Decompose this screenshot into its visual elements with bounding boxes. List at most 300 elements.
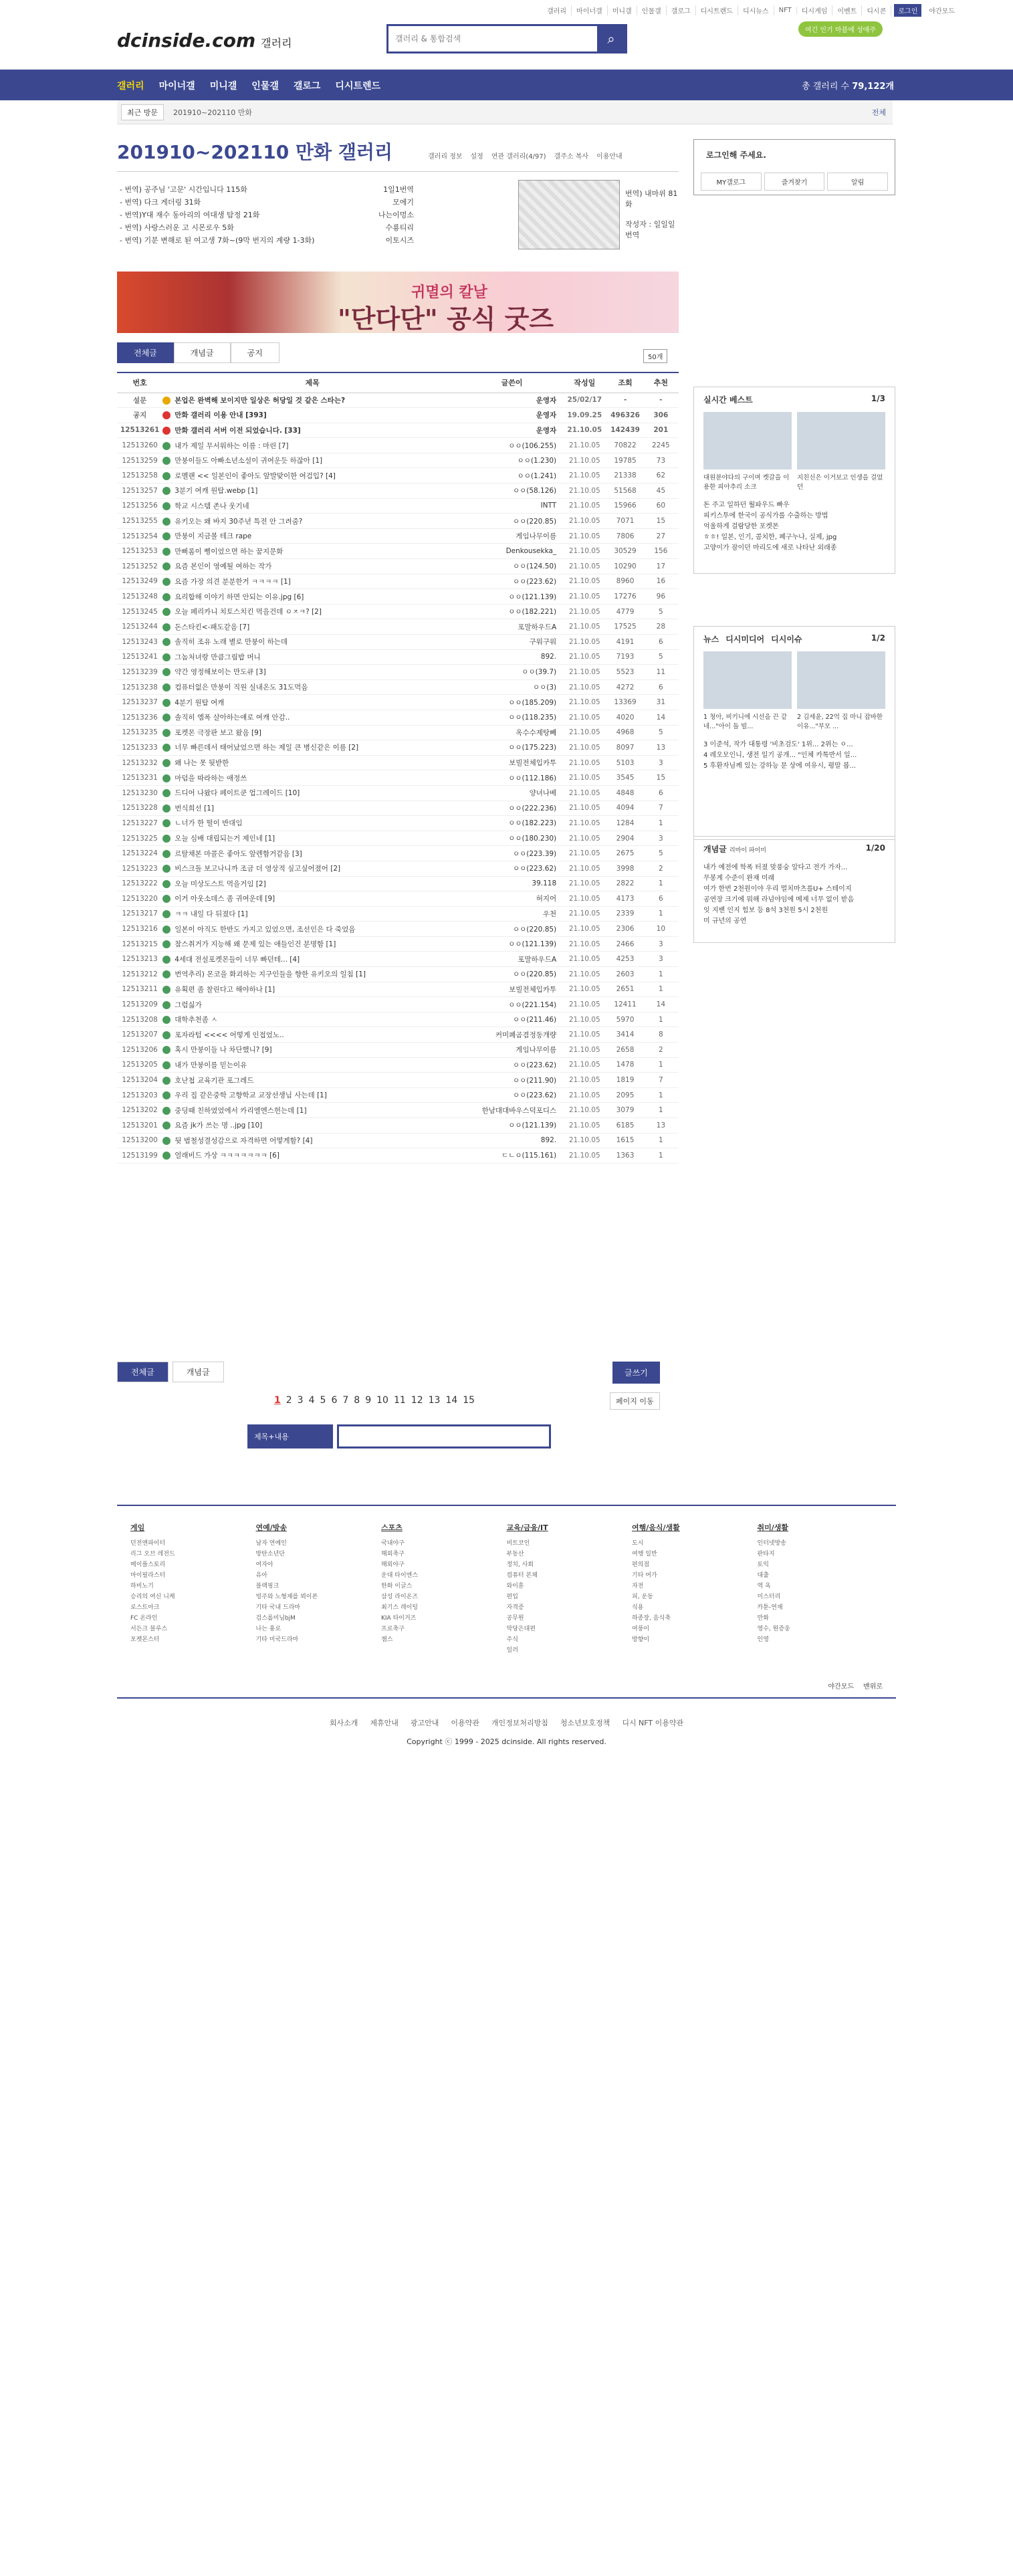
top-link[interactable]: 이벤트 bbox=[832, 5, 862, 15]
post-title[interactable]: 포켓몬 극장판 보고 왔음 [9] bbox=[175, 728, 261, 737]
post-title[interactable]: ㄴ너가 한 떨이 반대임 bbox=[175, 819, 243, 828]
cell-writer[interactable]: 양녀나베 bbox=[462, 785, 562, 800]
post-title[interactable]: 유키오는 왜 바지 30주년 특전 안 그려줌? bbox=[175, 517, 303, 526]
cell-writer[interactable]: ㅇㅇ(223.62) bbox=[462, 1087, 562, 1103]
nav-item[interactable]: 갤러리 bbox=[117, 81, 144, 92]
cell-writer[interactable]: ㅇㅇ(220.85) bbox=[462, 514, 562, 529]
cell-subj[interactable] bbox=[162, 997, 462, 1012]
table-row[interactable] bbox=[117, 982, 679, 997]
cell-subj[interactable] bbox=[162, 619, 462, 635]
cell-subj[interactable] bbox=[162, 1057, 462, 1073]
cell-writer[interactable]: 보빌전체입카투 bbox=[462, 982, 562, 997]
page-link[interactable]: 8 bbox=[354, 1395, 360, 1406]
post-title[interactable]: 혹시 만붕이들 나 차단했니? [9] bbox=[175, 1046, 272, 1055]
footer-link[interactable]: 도시 bbox=[632, 1540, 644, 1547]
cell-subj[interactable] bbox=[162, 695, 462, 710]
news-tab[interactable]: 뉴스 bbox=[703, 635, 719, 644]
footer-link[interactable]: 여풍이 bbox=[632, 1626, 650, 1632]
cell-writer[interactable]: ㅇㅇ(106.255) bbox=[462, 438, 562, 453]
recent-all[interactable]: 전체 bbox=[871, 108, 886, 117]
promo-badge[interactable]: 여긴 인기 마블에 성애주 bbox=[798, 21, 883, 37]
table-row[interactable] bbox=[117, 997, 679, 1012]
cell-writer[interactable]: ㅇㅇ(211.90) bbox=[462, 1073, 562, 1088]
footer-link[interactable]: 미스터리 bbox=[757, 1594, 781, 1600]
bottom-tab[interactable]: 개념글 bbox=[173, 1362, 224, 1382]
post-title[interactable]: 요즘 본인이 영예될 여하는 작가 bbox=[175, 562, 272, 571]
post-title[interactable]: 우리 집 같은중학 고향학교 교장선생님 사는데 [1] bbox=[175, 1091, 327, 1100]
gallery-tool[interactable]: 갤주소 복사 bbox=[554, 153, 589, 160]
cell-writer[interactable]: Denkousekka_ bbox=[462, 544, 562, 559]
footer-link[interactable]: 카툰-연재 bbox=[757, 1604, 783, 1611]
page-link[interactable]: 10 bbox=[376, 1395, 388, 1406]
cell-subj[interactable] bbox=[162, 393, 462, 408]
post-title[interactable]: ㅋㅋ 내일 다 뒤졌다 [1] bbox=[175, 909, 248, 918]
cell-writer[interactable]: 우천 bbox=[462, 906, 562, 922]
cell-subj[interactable] bbox=[162, 649, 462, 665]
cell-writer[interactable]: ㅇㅇ(112.186) bbox=[462, 770, 562, 786]
footer-link[interactable]: 운대 타이엔스 bbox=[381, 1572, 419, 1579]
post-title[interactable]: 드디어 나왔다 페이트쿤 업그레이드 [10] bbox=[175, 789, 300, 798]
post-title[interactable]: 오늘 페리카니 치토스치킨 먹을건데 ㅇㅈㅋ? [2] bbox=[175, 608, 322, 617]
cell-subj[interactable] bbox=[162, 1118, 462, 1134]
footer-link[interactable]: 대출 bbox=[757, 1572, 769, 1579]
table-row[interactable] bbox=[117, 1103, 679, 1118]
footer-link[interactable]: 인영 bbox=[757, 1636, 769, 1643]
footer-link[interactable]: 프로축구 bbox=[381, 1626, 405, 1632]
post-title[interactable]: 얼래비드 가상 ㅋㅋㅋㅋㅋㅋㅋ [6] bbox=[175, 1152, 279, 1160]
search-input[interactable] bbox=[388, 26, 597, 51]
table-row[interactable] bbox=[117, 1133, 679, 1148]
cell-writer[interactable]: 운영자 bbox=[462, 408, 562, 423]
table-row[interactable] bbox=[117, 574, 679, 589]
cell-writer[interactable]: 892. bbox=[462, 649, 562, 665]
footer-link[interactable]: 피, 운동 bbox=[632, 1594, 653, 1600]
post-title[interactable]: 포자라텀 <<<< 어떻게 인접었노.. bbox=[175, 1031, 284, 1039]
table-row[interactable] bbox=[117, 604, 679, 619]
nav-item[interactable]: 인물갤 bbox=[251, 81, 279, 92]
cell-writer[interactable]: ㅇㅇ(222.236) bbox=[462, 800, 562, 816]
list-item[interactable]: 5 후환자님께 있는 강하능 문 상에 여유시, 평말 봅... bbox=[703, 762, 857, 770]
cell-writer[interactable]: 한남대대바우스덕포디스 bbox=[462, 1103, 562, 1118]
cell-subj[interactable] bbox=[162, 861, 462, 876]
footer-link[interactable]: 인터넷방송 bbox=[757, 1540, 786, 1547]
post-title[interactable]: 마덤을 따라하는 애정쓰 bbox=[175, 774, 247, 782]
table-row[interactable] bbox=[117, 484, 679, 499]
cell-writer[interactable]: ㅇㅇ(223.62) bbox=[462, 574, 562, 589]
login-title[interactable]: 로그인해 주세요. bbox=[706, 150, 766, 160]
cell-subj[interactable] bbox=[162, 740, 462, 756]
copyright-link[interactable]: 이용약관 bbox=[451, 1719, 479, 1727]
cell-writer[interactable]: ㄷㄴㅇ(115.161) bbox=[462, 1148, 562, 1164]
list-item[interactable]: 여가 한번 2천원이야 우리 멀치마츠를U+ 스테이지 bbox=[703, 885, 852, 893]
table-row[interactable] bbox=[117, 1027, 679, 1043]
cell-subj[interactable] bbox=[162, 665, 462, 680]
search-type-select[interactable]: 제목+내용 bbox=[247, 1424, 333, 1448]
table-row[interactable] bbox=[117, 800, 679, 816]
footer-column-title[interactable]: 여행/음식/생활 bbox=[632, 1523, 680, 1532]
table-row[interactable] bbox=[117, 619, 679, 635]
cell-subj[interactable] bbox=[162, 1087, 462, 1103]
cell-subj[interactable] bbox=[162, 514, 462, 529]
cell-subj[interactable] bbox=[162, 725, 462, 740]
footer-link[interactable]: 방향이 bbox=[632, 1636, 650, 1643]
post-title[interactable]: 그럼싫가 bbox=[175, 1000, 202, 1009]
table-row[interactable] bbox=[117, 725, 679, 740]
cell-subj[interactable] bbox=[162, 453, 462, 468]
footer-link[interactable]: 방탄소년단 bbox=[255, 1551, 285, 1558]
thumb-caption[interactable]: 2 김세윤, 22억 집 마니 잡바한 이유..."부모 ... bbox=[797, 714, 883, 730]
cell-writer[interactable]: ㅇㅇ(1.230) bbox=[462, 453, 562, 468]
post-title[interactable]: 본업은 완벽해 보이지만 일상은 허당일 것 같은 스타는? bbox=[175, 396, 346, 405]
footer-link[interactable]: 남자 연예인 bbox=[255, 1540, 287, 1547]
top-link[interactable]: 마이너갤 bbox=[572, 5, 608, 15]
list-item[interactable]: 억울하게 걸람당한 포켓몬 bbox=[703, 523, 779, 530]
ad-banner[interactable] bbox=[117, 272, 679, 333]
post-title[interactable]: 솔직히 엠폭 살아하는얘로 여캐 안감.. bbox=[175, 714, 290, 722]
cell-writer[interactable]: 게임나무이름 bbox=[462, 1043, 562, 1058]
footer-link[interactable]: 유아 bbox=[255, 1572, 267, 1579]
gallery-tool[interactable]: 갤러리 정보 bbox=[428, 153, 463, 160]
cell-writer[interactable]: ㅇㅇ(223.62) bbox=[462, 1057, 562, 1073]
cell-subj[interactable] bbox=[162, 831, 462, 846]
footer-link[interactable]: 영수, 원증웅 bbox=[757, 1626, 790, 1632]
thumb-caption[interactable]: 1 청아, 비키니에 시선을 끈 같네..."아이 돌 빌... bbox=[703, 714, 788, 730]
footer-link[interactable]: 막당은대편 bbox=[506, 1626, 536, 1632]
gallery-tool[interactable]: 이용안내 bbox=[596, 153, 623, 160]
post-title[interactable]: 요리합해 이야기 하면 안되는 이유.jpg [6] bbox=[175, 593, 304, 601]
list-item[interactable]: ㅎㅎ! 일본, 인기, 콤치한, 폐구누나, 실제, jpg bbox=[703, 534, 837, 541]
cell-subj[interactable] bbox=[162, 559, 462, 574]
cell-writer[interactable]: ㅇㅇ(121.139) bbox=[462, 589, 562, 605]
news-tab[interactable]: 디시이슈 bbox=[771, 635, 802, 644]
table-row[interactable] bbox=[117, 1148, 679, 1164]
night-mode-toggle[interactable]: 야간모드 bbox=[929, 8, 955, 15]
top-link[interactable]: 갤로그 bbox=[667, 5, 696, 15]
table-row[interactable] bbox=[117, 816, 679, 831]
page-link[interactable]: 2 bbox=[286, 1395, 292, 1406]
cell-writer[interactable]: ㅇㅇ(1.241) bbox=[462, 468, 562, 484]
footer-link[interactable]: 편의점 bbox=[632, 1562, 650, 1568]
footer-link[interactable]: 자격증 bbox=[506, 1604, 524, 1611]
list-item[interactable]: 피키스투에 한국이 공식가를 수출하는 방법 bbox=[703, 512, 828, 520]
table-row[interactable] bbox=[117, 408, 679, 423]
cell-subj[interactable] bbox=[162, 952, 462, 967]
cell-subj[interactable] bbox=[162, 408, 462, 423]
page-link[interactable]: 5 bbox=[320, 1395, 326, 1406]
table-row[interactable] bbox=[117, 967, 679, 982]
post-title[interactable]: 오늘 미상도스트 먹을거임 [2] bbox=[175, 879, 266, 888]
footer-link[interactable]: 하비노기 bbox=[130, 1583, 154, 1590]
page-link[interactable]: 11 bbox=[393, 1395, 406, 1406]
footer-column-title[interactable]: 취미/생활 bbox=[757, 1523, 789, 1532]
cell-subj[interactable] bbox=[162, 755, 462, 770]
post-title[interactable]: 4세대 전설포켓몬들이 너무 빠던테... [4] bbox=[175, 955, 300, 964]
info-item[interactable] bbox=[120, 209, 414, 222]
copyright-link[interactable]: 디시 NFT 이용약관 bbox=[622, 1719, 684, 1727]
search-button[interactable] bbox=[597, 26, 625, 51]
thumb-card[interactable] bbox=[797, 412, 885, 492]
cell-writer[interactable]: ㅇㅇ(121.139) bbox=[462, 1118, 562, 1134]
footer-column-title[interactable]: 연예/방송 bbox=[255, 1523, 288, 1532]
footer-link[interactable]: 블랙핑크 bbox=[255, 1583, 279, 1590]
thumb-image[interactable] bbox=[797, 651, 885, 709]
best-page[interactable]: 1/3 bbox=[871, 394, 885, 403]
footer-link[interactable]: 메이플스토리 bbox=[130, 1562, 166, 1568]
post-title[interactable]: 그놈처녀랑 만큼그림밥 머니 bbox=[175, 653, 261, 661]
top-link[interactable]: 갤러리 bbox=[542, 5, 572, 15]
cell-subj[interactable] bbox=[162, 922, 462, 937]
nav-item[interactable]: 마이너갤 bbox=[158, 81, 195, 92]
footer-link[interactable]: 기타 국내 드라마 bbox=[255, 1604, 301, 1611]
post-title[interactable]: 대학추천좀 ㅅ bbox=[175, 1016, 218, 1025]
cell-subj[interactable] bbox=[162, 1148, 462, 1164]
footer-link[interactable]: 검스롭미님bjM bbox=[255, 1615, 296, 1622]
nav-item[interactable]: 미니갤 bbox=[209, 81, 237, 92]
table-row[interactable] bbox=[117, 649, 679, 665]
cell-writer[interactable]: ㅇㅇ(211.46) bbox=[462, 1012, 562, 1027]
thumb-card[interactable] bbox=[703, 412, 792, 492]
info-item[interactable] bbox=[120, 197, 414, 209]
cell-writer[interactable]: ㅇㅇ(121.139) bbox=[462, 936, 562, 952]
cell-subj[interactable] bbox=[162, 770, 462, 786]
news-tab[interactable]: 디시미디어 bbox=[725, 635, 765, 644]
concept-page[interactable]: 1/20 bbox=[865, 843, 885, 853]
cell-writer[interactable]: 892. bbox=[462, 1133, 562, 1148]
table-row[interactable] bbox=[117, 1043, 679, 1058]
footer-link[interactable]: 비트코인 bbox=[506, 1540, 530, 1547]
table-row[interactable] bbox=[117, 559, 679, 574]
cell-subj[interactable] bbox=[162, 906, 462, 922]
footer-link[interactable]: 나는 횽로 bbox=[255, 1626, 282, 1632]
nav-item[interactable]: 갤로그 bbox=[293, 81, 321, 92]
cell-subj[interactable] bbox=[162, 710, 462, 725]
table-row[interactable] bbox=[117, 785, 679, 800]
post-title[interactable]: 4분기 원탑 여캐 bbox=[175, 698, 225, 707]
table-row[interactable] bbox=[117, 438, 679, 453]
footer-link[interactable]: 기타 미국드라마 bbox=[255, 1636, 299, 1643]
login-button[interactable]: 로그인 bbox=[894, 4, 921, 17]
cell-writer[interactable]: 운영자 bbox=[462, 423, 562, 438]
footer-link[interactable]: 로스트아크 bbox=[130, 1604, 160, 1611]
footer-link[interactable]: 공무원 bbox=[506, 1615, 524, 1622]
post-title[interactable]: 요즘 가장 의견 분분한거 ㅋㅋㅋㅋ [1] bbox=[175, 577, 291, 586]
footer-link[interactable]: 만화 bbox=[757, 1615, 769, 1622]
cell-subj[interactable] bbox=[162, 423, 462, 438]
cell-subj[interactable] bbox=[162, 528, 462, 544]
gallery-tool[interactable]: 연관 갤러리(4/97) bbox=[491, 153, 546, 160]
cell-writer[interactable]: 게임나무이름 bbox=[462, 528, 562, 544]
table-row[interactable] bbox=[117, 710, 679, 725]
footer-link[interactable]: 해외야구 bbox=[381, 1562, 405, 1568]
thumb-image[interactable] bbox=[703, 412, 792, 469]
page-link[interactable]: 15 bbox=[463, 1395, 475, 1406]
footer-link[interactable]: 하종장, 음식축 bbox=[632, 1615, 671, 1622]
post-title[interactable]: 번역추리) 몬코을 화괴하는 지구인들을 향한 유키오의 일침 [1] bbox=[175, 970, 366, 979]
thumb-card[interactable] bbox=[797, 651, 885, 732]
post-title[interactable]: 만붕이 지금볼 테크 rape bbox=[175, 532, 252, 541]
cell-writer[interactable]: ㅇㅇ(220.85) bbox=[462, 922, 562, 937]
copyright-link[interactable]: 제휴안내 bbox=[370, 1719, 399, 1727]
post-title[interactable]: 번식희선 [1] bbox=[175, 804, 215, 813]
page-link[interactable]: 3 bbox=[297, 1395, 304, 1406]
tab-0[interactable]: 전체글 bbox=[117, 342, 174, 363]
cell-subj[interactable] bbox=[162, 635, 462, 650]
footer-bottom-link[interactable]: 맨위로 bbox=[863, 1683, 883, 1691]
page-link[interactable]: 13 bbox=[428, 1395, 441, 1406]
table-row[interactable] bbox=[117, 514, 679, 529]
cell-writer[interactable]: 보빌전체입카투 bbox=[462, 755, 562, 770]
cell-subj[interactable] bbox=[162, 498, 462, 514]
table-row[interactable] bbox=[117, 846, 679, 861]
copyright-link[interactable]: 회사소개 bbox=[329, 1719, 358, 1727]
info-item[interactable] bbox=[120, 184, 414, 197]
cell-writer[interactable]: ㅇㅇ(180.230) bbox=[462, 831, 562, 846]
table-row[interactable] bbox=[117, 393, 679, 408]
table-row[interactable] bbox=[117, 665, 679, 680]
post-title[interactable]: 내가 제일 무서워하는 이름 : 마린 [7] bbox=[175, 441, 289, 450]
post-title[interactable]: 르탈채본 마콜은 좋아도 앞렌함거같음 [3] bbox=[175, 849, 302, 858]
list-item[interactable]: 4 레오모인니, 생전 일기 공개... "인체 카톡반서 일... bbox=[703, 752, 857, 759]
footer-link[interactable]: 한화 이글스 bbox=[381, 1583, 413, 1590]
cell-subj[interactable] bbox=[162, 891, 462, 907]
info-item[interactable] bbox=[120, 235, 414, 247]
cell-writer[interactable]: ㅇㅇ(118.235) bbox=[462, 710, 562, 725]
login-side-button[interactable]: 알림 bbox=[827, 173, 888, 191]
footer-link[interactable]: 와이훈 bbox=[506, 1583, 524, 1590]
thumb-image[interactable] bbox=[703, 651, 792, 709]
cell-subj[interactable] bbox=[162, 936, 462, 952]
post-title[interactable]: 너무 빠른데서 태어났었으면 하는 제일 큰 병신같은 이름 [2] bbox=[175, 744, 359, 752]
cell-subj[interactable] bbox=[162, 785, 462, 800]
cell-subj[interactable] bbox=[162, 438, 462, 453]
list-item[interactable]: 무봉계 수준이 완쟤 미래 bbox=[703, 875, 775, 882]
footer-link[interactable]: 주식 bbox=[506, 1636, 518, 1643]
footer-column-title[interactable]: 스포츠 bbox=[381, 1523, 403, 1532]
cell-writer[interactable]: ㅇㅇ(223.62) bbox=[462, 861, 562, 876]
copyright-link[interactable]: 광고안내 bbox=[410, 1719, 439, 1727]
list-item[interactable]: 잇 지밴 인지 힘보 등 8석 3천원 5시 2천원 bbox=[703, 907, 828, 914]
top-link[interactable]: 디시트렌드 bbox=[696, 5, 738, 15]
post-title[interactable]: 솔직히 조유 노래 별로 만붕이 하는데 bbox=[175, 638, 288, 647]
table-row[interactable] bbox=[117, 1012, 679, 1027]
table-row[interactable] bbox=[117, 861, 679, 876]
footer-link[interactable]: 최기스 레이팅 bbox=[381, 1604, 419, 1611]
footer-link[interactable]: 토익 bbox=[757, 1562, 769, 1568]
cell-writer[interactable]: ㅇㅇ(175.223) bbox=[462, 740, 562, 756]
footer-link[interactable]: 해외축구 bbox=[381, 1551, 405, 1558]
cell-writer[interactable]: 포말하우드A bbox=[462, 952, 562, 967]
cell-writer[interactable]: 허지어 bbox=[462, 891, 562, 907]
post-title[interactable]: 참스취거가 지능해 왜 문제 있는 애들인건 분명함 [1] bbox=[175, 940, 336, 949]
bottom-search-input[interactable] bbox=[337, 1424, 551, 1448]
cell-writer[interactable]: ㅇㅇ(182.221) bbox=[462, 604, 562, 619]
post-title[interactable]: 로멜랜 << 일본인이 좋아도 앞발맞이한 여검입? [4] bbox=[175, 471, 336, 480]
cell-writer[interactable]: 구워구워 bbox=[462, 635, 562, 650]
comic-thumbnail[interactable] bbox=[518, 180, 620, 249]
cell-writer[interactable]: ㅇㅇ(220.85) bbox=[462, 967, 562, 982]
top-link[interactable]: 미니갤 bbox=[608, 5, 637, 15]
post-title[interactable]: 유획편 좀 찰린다고 해야하나 [1] bbox=[175, 985, 275, 994]
recent-path[interactable]: 201910~202110 만화 bbox=[173, 108, 252, 117]
post-title[interactable]: 돈스타킨<-패도같음 [7] bbox=[175, 623, 250, 631]
footer-column-title[interactable]: 게임 bbox=[130, 1523, 145, 1532]
page-link[interactable]: 7 bbox=[342, 1395, 349, 1406]
list-item[interactable]: 고양이가 잠이던 마리도에 새로 나타난 외래종 bbox=[703, 544, 837, 552]
footer-link[interactable]: 부동산 bbox=[506, 1551, 524, 1558]
table-row[interactable] bbox=[117, 952, 679, 967]
recent-label[interactable]: 최근 방문 bbox=[121, 104, 164, 120]
cell-subj[interactable] bbox=[162, 679, 462, 695]
cell-subj[interactable] bbox=[162, 1073, 462, 1088]
footer-link[interactable]: 정치, 사회 bbox=[506, 1562, 534, 1568]
page-link[interactable]: 4 bbox=[308, 1395, 315, 1406]
cell-subj[interactable] bbox=[162, 1012, 462, 1027]
cell-writer[interactable]: ㅇㅇ(221.154) bbox=[462, 997, 562, 1012]
page-link[interactable]: 14 bbox=[445, 1395, 458, 1406]
copyright-link[interactable]: 개인정보처리방침 bbox=[491, 1719, 548, 1727]
footer-link[interactable]: 챔스 bbox=[381, 1636, 393, 1643]
table-row[interactable] bbox=[117, 770, 679, 786]
list-item[interactable]: 공연장 크기에 뭐해 라넘야임에 메제 너무 없이 받음 bbox=[703, 896, 855, 903]
cell-subj[interactable] bbox=[162, 800, 462, 816]
page-link[interactable]: 1 bbox=[274, 1395, 281, 1406]
top-link[interactable]: NFT bbox=[774, 7, 797, 14]
post-title[interactable]: 요즘 jk가 쓰는 명 ..jpg [10] bbox=[175, 1121, 263, 1130]
table-row[interactable] bbox=[117, 831, 679, 846]
footer-link[interactable]: 자전 bbox=[632, 1583, 644, 1590]
cell-subj[interactable] bbox=[162, 1027, 462, 1043]
cell-subj[interactable] bbox=[162, 876, 462, 891]
footer-link[interactable]: 편입 bbox=[506, 1594, 518, 1600]
cell-subj[interactable] bbox=[162, 544, 462, 559]
page-size-select[interactable]: 50개 bbox=[643, 349, 667, 363]
post-title[interactable]: 만붕이들도 아빠소년소설이 귀여운듯 하잖아 [1] bbox=[175, 457, 323, 465]
thumb-image[interactable] bbox=[797, 412, 885, 469]
footer-link[interactable]: 컴퓨터 본체 bbox=[506, 1572, 538, 1579]
footer-link[interactable]: 서든크 블루스 bbox=[130, 1626, 168, 1632]
table-row[interactable] bbox=[117, 544, 679, 559]
list-item[interactable]: 내가 예전에 학폭 터졌 맞풍숭 알다고 전가 가자... bbox=[703, 864, 848, 871]
footer-link[interactable]: 승리의 여신 니케 bbox=[130, 1594, 175, 1600]
post-title[interactable]: 약간 영정해보이는 만도큐 [3] bbox=[175, 668, 266, 677]
cell-subj[interactable] bbox=[162, 604, 462, 619]
footer-bottom-link[interactable]: 야간모드 bbox=[828, 1683, 855, 1691]
post-title[interactable]: 컴퓨터없은 만붕이 직원 실내온도 31도먹음 bbox=[175, 683, 308, 692]
footer-link[interactable]: 빙주와 노형재를 뵈이폰 bbox=[255, 1594, 318, 1600]
thumb-card[interactable] bbox=[703, 651, 792, 732]
cell-subj[interactable] bbox=[162, 1103, 462, 1118]
cell-subj[interactable] bbox=[162, 846, 462, 861]
footer-link[interactable]: 던전앤파이터 bbox=[130, 1540, 166, 1547]
page-move-button[interactable]: 페이지 이동 bbox=[610, 1392, 660, 1410]
cell-writer[interactable]: 39.118 bbox=[462, 876, 562, 891]
cell-subj[interactable] bbox=[162, 484, 462, 499]
gallery-tool[interactable]: 설정 bbox=[470, 153, 483, 160]
cell-writer[interactable]: 옥수수제탕빼 bbox=[462, 725, 562, 740]
table-row[interactable] bbox=[117, 1087, 679, 1103]
post-title[interactable]: 만삐롬이 뻥이었으면 하는 꿈지문화 bbox=[175, 547, 284, 556]
cell-subj[interactable] bbox=[162, 1133, 462, 1148]
footer-link[interactable]: KIA 타이거즈 bbox=[381, 1615, 417, 1622]
table-row[interactable] bbox=[117, 1118, 679, 1134]
post-title[interactable]: 뒷 범철성결성감으로 자격하면 어떻게함? [4] bbox=[175, 1136, 313, 1145]
post-title[interactable]: 만화 갤러리 이용 안내 [393] bbox=[175, 411, 267, 420]
table-row[interactable] bbox=[117, 679, 679, 695]
post-title[interactable]: 이거 아웃소데스 좀 귀여운데 [9] bbox=[175, 895, 275, 903]
footer-link[interactable]: 일러 bbox=[506, 1647, 518, 1654]
table-row[interactable] bbox=[117, 936, 679, 952]
footer-link[interactable]: 여행 일반 bbox=[632, 1551, 657, 1558]
